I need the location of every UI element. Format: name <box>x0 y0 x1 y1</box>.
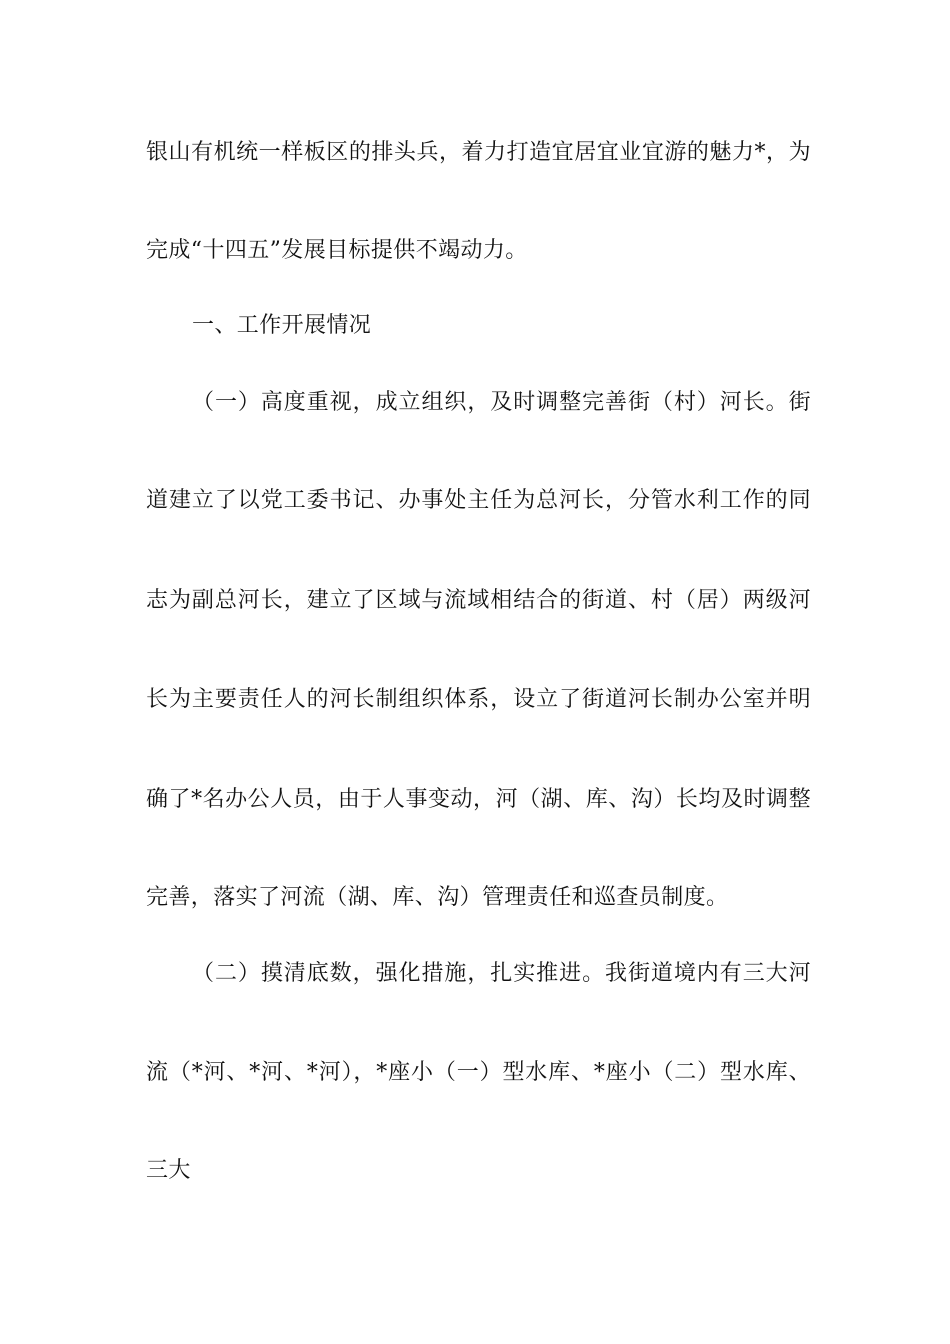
paragraph-line-6: 志为副总河长，建立了区域与流域相结合的街道、村（居）两级河 <box>146 588 811 613</box>
paragraph-line-2: 完成“十四五”发展目标提供不竭动力。 <box>146 238 528 263</box>
paragraph-line-7: 长为主要责任人的河长制组织体系，设立了街道河长制办公室并明 <box>146 687 811 712</box>
section-heading: 一、工作开展情况 <box>192 313 372 338</box>
paragraph-line-12: 三大 <box>146 1158 191 1183</box>
paragraph-line-11: 流（*河、*河、*河），*座小（一）型水库、*座小（二）型水库、 <box>146 1060 811 1085</box>
paragraph-line-9: 完善，落实了河流（湖、库、沟）管理责任和巡查员制度。 <box>146 885 729 910</box>
paragraph-line-1: 银山有机统一样板区的排头兵，着力打造宜居宜业宜游的魅力*，为 <box>146 140 811 165</box>
subsection-heading-1: （一）高度重视，成立组织，及时调整完善街（村）河长。街 <box>192 390 811 415</box>
paragraph-line-5: 道建立了以党工委书记、办事处主任为总河长，分管水利工作的同 <box>146 488 811 513</box>
subsection-heading-2: （二）摸清底数，强化措施，扎实推进。我街道境内有三大河 <box>192 961 811 986</box>
paragraph-line-8: 确了*名办公人员，由于人事变动，河（湖、库、沟）长均及时调整 <box>146 787 811 812</box>
